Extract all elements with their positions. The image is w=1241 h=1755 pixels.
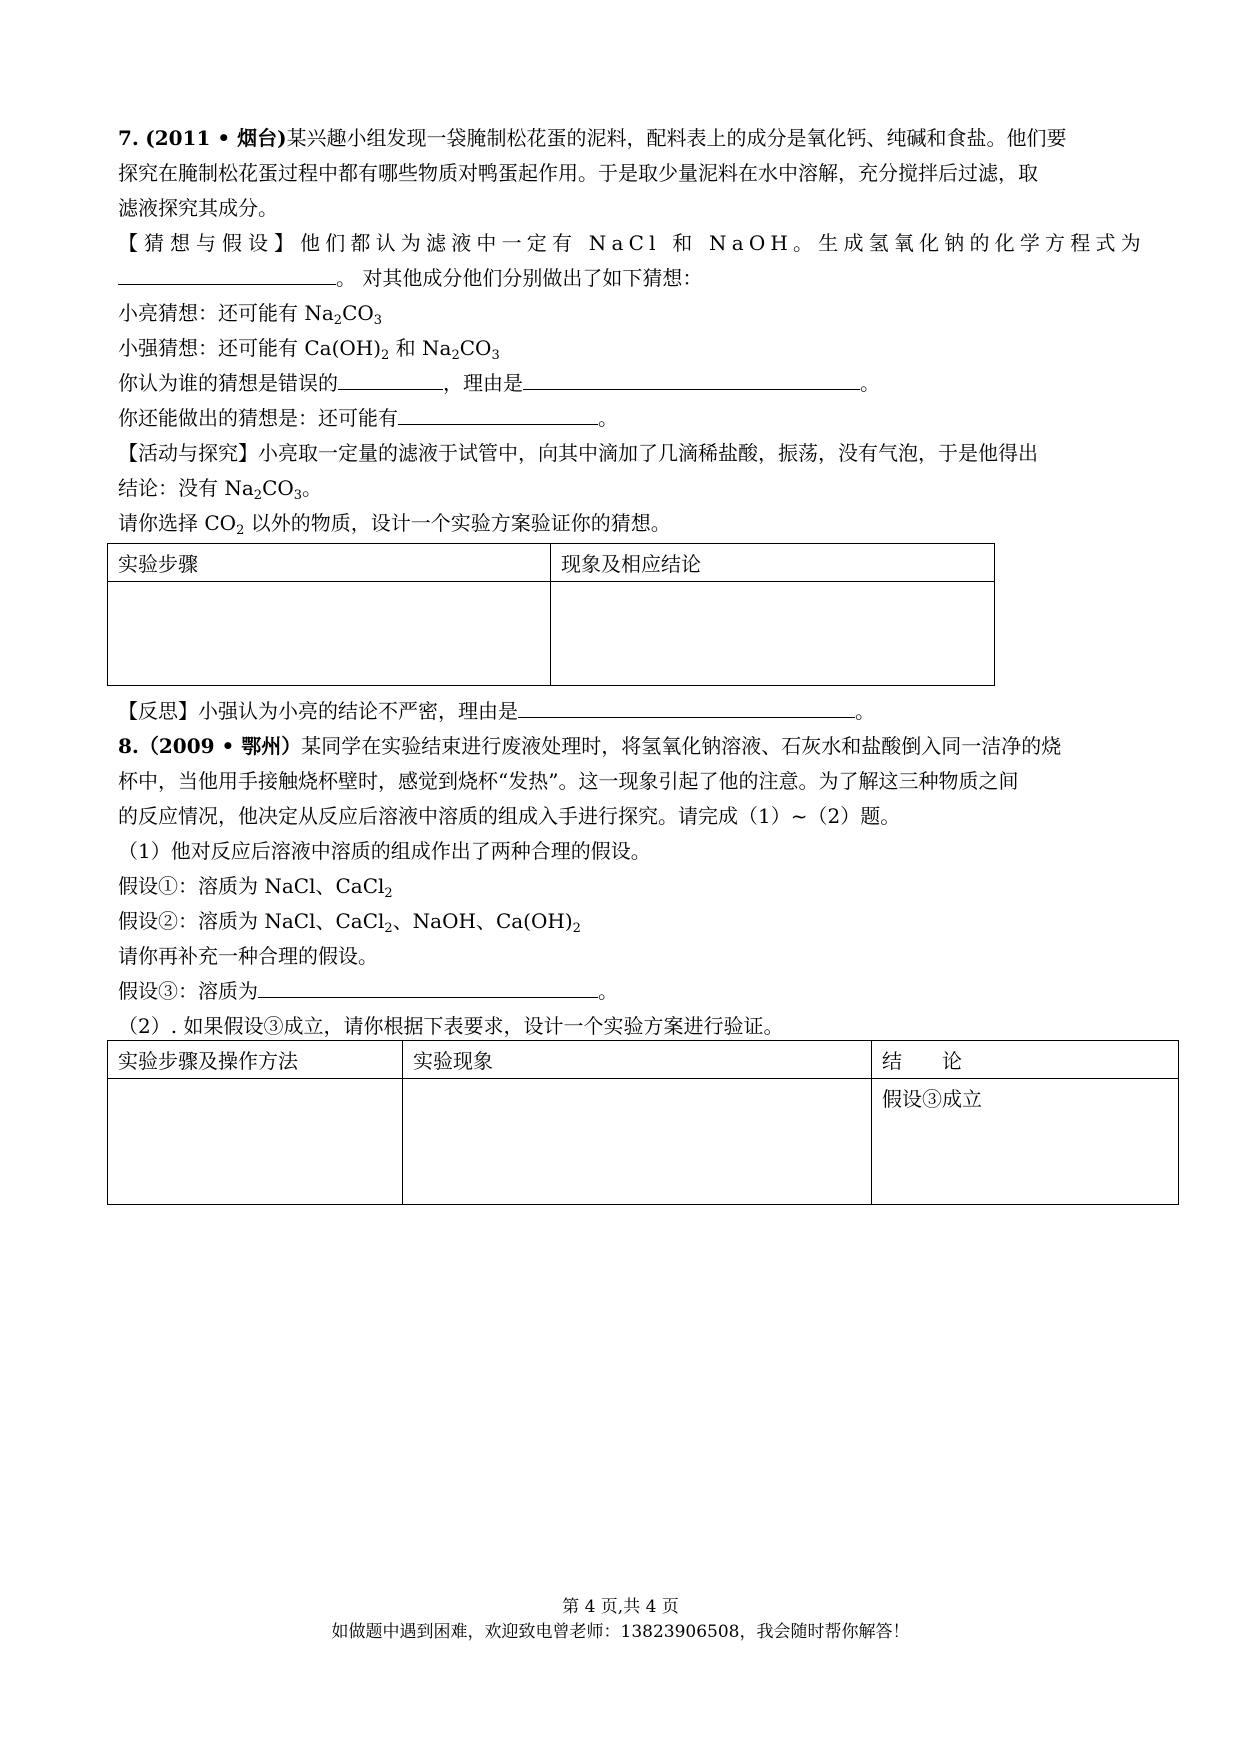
design-text-tail: 以外的物质，设计一个实验方案验证你的猜想。 — [244, 511, 671, 535]
table-row — [108, 1079, 1179, 1205]
q8-stem-1: 某同学在实验结束进行废液处理时，将氢氧化钠溶液、石灰水和盐酸倒入同一洁净的烧 — [301, 734, 1062, 758]
q7-guess-tail: 。 对其他成分他们分别做出了如下猜想： — [336, 266, 703, 290]
q7-conclusion-line — [118, 475, 1128, 501]
page-number: 第 4 页,共 4 页 — [562, 1597, 679, 1617]
q7-activity-line — [118, 440, 1128, 466]
formula-part: CO — [459, 336, 492, 360]
xiaoliang-text: 小亮猜想：还可能有 Na — [118, 301, 334, 325]
hypothesis-1-text: 假设①：溶质为 NaCl、CaCl — [118, 874, 385, 898]
q8-hypothesis-2 — [118, 908, 1128, 934]
design-text: 请你选择 CO — [118, 511, 237, 535]
header-conclusion: 结 论 — [872, 1041, 1179, 1079]
q8-supplement: 请你再补充一种合理的假设。 — [118, 944, 378, 968]
conclusion-cell: 假设③成立 — [872, 1079, 1179, 1205]
q7-activity-text: 小亮取一定量的滤液于试管中，向其中滴加了几滴稀盐酸，振荡，没有气泡，于是他得出 — [258, 441, 1038, 465]
q7-source: (2011 • 烟台) — [145, 126, 287, 150]
q7-stem-2: 探究在腌制松花蛋过程中都有哪些物质对鸭蛋起作用。于是取少量泥料在水中溶解，充分搅拌后过滤，取 — [118, 161, 1038, 185]
subscript: 2 — [451, 348, 460, 363]
q7-reflection-line — [118, 698, 1128, 724]
table-header-row — [108, 1041, 1179, 1079]
q8-hypothesis-3 — [118, 978, 1128, 1004]
subscript: 3 — [373, 313, 383, 328]
formula-part: CO — [342, 301, 374, 325]
header-operation: 实验步骤及操作方法 — [108, 1041, 403, 1079]
formula-part: 和 Na — [389, 336, 452, 360]
q7-number: 7 — [118, 126, 132, 150]
q8-source: （2009 • 鄂州） — [138, 734, 302, 758]
q8-part-1: （1）他对反应后溶液中溶质的组成作出了两种合理的假设。 — [118, 839, 651, 863]
contact-note: 如做题中遇到困难，欢迎致电曾老师：13823906508，我会随时帮你解答！ — [331, 1622, 910, 1642]
equation-blank[interactable] — [118, 266, 336, 285]
q8-stem-2: 杯中，当他用手接触烧杯壁时，感觉到烧杯“发热”。这一现象引起了他的注意。为了解这三种物质之间 — [118, 769, 1019, 793]
q8-stem-3: 的反应情况，他决定从反应后溶液中溶质的组成入手进行探究。请完成（1）~（2）题。 — [118, 804, 901, 828]
subscript: 2 — [381, 348, 390, 363]
also-guess-text: 你还能做出的猜想是：还可能有 — [118, 406, 398, 430]
also-guess-blank[interactable] — [398, 406, 598, 425]
header-steps: 实验步骤 — [108, 544, 551, 582]
subscript: 2 — [236, 523, 245, 538]
header-phenomenon: 实验现象 — [403, 1041, 872, 1079]
q7-xiaoliang-guess — [118, 300, 1128, 326]
who-wrong-blank[interactable] — [338, 371, 443, 390]
xiaoqiang-text: 小强猜想：还可能有 Ca(OH) — [118, 336, 382, 360]
phenomenon-answer-cell[interactable] — [403, 1079, 872, 1205]
reflection-blank[interactable] — [518, 699, 855, 718]
subscript: 2 — [253, 488, 263, 503]
formula-part: CO — [262, 476, 294, 500]
q8-stem-line-1: 8.（2009 • 鄂州）某同学在实验结束进行废液处理时，将氢氧化钠溶液、石灰水和盐酸倒入同一洁净的烧 — [118, 734, 1062, 758]
q7-stem-line-1: 7. (2011 • 烟台)某兴趣小组发现一袋腌制松花蛋的泥料，配料表上的成分是氧化钙、纯碱和食盐。他们要 — [118, 126, 1067, 150]
q7-activity-label: 【活动与探究】 — [118, 441, 258, 465]
header-result: 现象及相应结论 — [551, 544, 995, 582]
subscript: 3 — [491, 348, 500, 363]
q8-number: 8 — [118, 734, 132, 758]
period: 。 — [598, 406, 618, 430]
q7-wrong-guess-line — [118, 370, 1128, 396]
subscript: 2 — [572, 921, 581, 936]
result-answer-cell[interactable] — [551, 582, 995, 686]
reflection-text: 【反思】小强认为小亮的结论不严密，理由是 — [118, 699, 518, 723]
subscript: 2 — [384, 921, 393, 936]
q8-experiment-table — [107, 1040, 1179, 1205]
period: 。 — [860, 371, 880, 395]
wrong-guess-text: 你认为谁的猜想是错误的 — [118, 371, 338, 395]
hypothesis-2-text: 假设②：溶质为 NaCl、CaCl — [118, 909, 385, 933]
table-row — [108, 582, 995, 686]
table-header-row — [108, 544, 995, 582]
q8-part-2: （2）. 如果假设③成立，请你根据下表要求，设计一个实验方案进行验证。 — [118, 1014, 784, 1038]
q7-experiment-table — [107, 543, 995, 686]
q7-stem-1: 某兴趣小组发现一袋腌制松花蛋的泥料，配料表上的成分是氧化钙、纯碱和食盐。他们要 — [286, 126, 1067, 150]
subscript: 2 — [384, 886, 393, 901]
period: 。 — [598, 979, 618, 1003]
hypothesis-3-text: 假设③：溶质为 — [118, 979, 258, 1003]
period: 。 — [855, 699, 875, 723]
q7-also-guess-line — [118, 405, 1128, 431]
q7-guess-text: 他们都认为滤液中一定有 NaCl 和 NaOH。生成氢氧化钠的化学方程式为 — [300, 231, 1146, 255]
q7-guess-line — [118, 230, 1146, 256]
conclusion-text: 结论：没有 Na — [118, 476, 254, 500]
steps-answer-cell[interactable] — [108, 582, 551, 686]
q7-stem-3: 滤液探究其成分。 — [118, 196, 278, 220]
hypothesis-2-text-tail: 、NaOH、Ca(OH) — [392, 909, 573, 933]
q7-guess-label: 【猜想与假设】 — [118, 231, 300, 255]
q7-equation-line — [118, 265, 1128, 291]
hypothesis-3-blank[interactable] — [258, 979, 598, 998]
reason-text: ，理由是 — [443, 371, 523, 395]
subscript: 3 — [293, 488, 303, 503]
q7-design-line — [118, 510, 1128, 536]
period: 。 — [302, 476, 323, 500]
operation-answer-cell[interactable] — [108, 1079, 403, 1205]
q7-xiaoqiang-guess — [118, 335, 1128, 361]
reason-blank[interactable] — [523, 371, 860, 390]
subscript: 2 — [333, 313, 343, 328]
q8-hypothesis-1 — [118, 873, 1128, 899]
